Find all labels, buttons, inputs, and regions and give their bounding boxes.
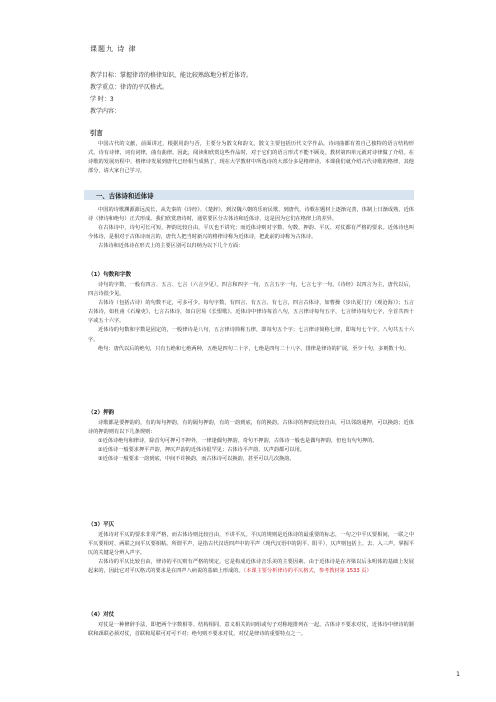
content-label: 教学内容： xyxy=(90,108,121,115)
parallelism-paragraph: 对仗是一种修辞手法，即把两个字数相等、结构相同、意义相关的词组或句子对称地排列在一起。古体诗不要求对仗，近体诗中律诗的颔联和颈联必须对仗，首联和尾联可对可不对；绝句则不要求对仗。对仗是律诗的重要特点之一。 xyxy=(88,622,414,638)
tone-reference-note: （本课主要分析律诗的平仄格式，参考教材第 1533 页） xyxy=(243,568,372,575)
teaching-goal: 教学目标：掌握律诗的格律知识，能比较熟练地分析近体诗。 xyxy=(90,72,253,79)
tone-paragraph: 近体诗对平仄的要求非常严格，而古体诗则比较自由，不讲平仄。平仄的规则是近体诗的最重要的标志，一句之中平仄要相间，一联之中平仄要相对，两联之间平仄要相粘。所谓平声，是指古代汉语四声中的平声（现代汉语中的阴平、阳平），仄声则包括上、去、入三声。掌握平仄的关键是分辨入声字。 古体诗的平仄比较自由，律诗的平仄则有严格的规定，它是构成近体诗音乐美的主要因素。由于近体诗是在齐梁以后永明体的基础上发展起来的，因此它对平仄格式的要求是在四声八病说的基础上形成的。（本课主要分析律诗的平仄格式，参考教材第 1533 页） xyxy=(88,532,414,575)
section1-paragraph: 中国的诗歌渊源源远流长，从先秦的《诗经》、《楚辞》，到汉魏六朝的乐府民歌，到唐代，诗歌在题材上逐渐完善，体制上日渐成熟，近体诗（律诗和绝句）正式形成。我们欣赏唐诗时，通常要区分古体诗和近体诗，这是因为它们在格律上的差异。 在古体诗中，诗句可长可短，押韵比较自由，平仄也不讲究；而近体诗则对字数、句数、押韵、平仄、对仗都有严格的要求。近体诗也叫今体诗，是相对于古体诗而言的，唐代人把当时新兴的格律诗称为近体诗，把此前的诗称为古体诗。 古体诗和近体诗在形式上的主要区别可以归纳为以下几个方面： xyxy=(88,207,414,250)
subheading-tone: （3）平仄 xyxy=(88,522,115,528)
line-count-paragraph: 诗句的字数，一般有四言、五言、七言（六言少见）。四言和四字一句，五言五字一句，七言七字一句。《诗经》以四言为主，唐代以后，四言诗很少见。 古体诗（包括古诗）的句数不定，可多可少。每句字数，有四言、有五言、有七言，四言古体诗，如曹操《步出夏门行（观沧海）》；五言古体诗，如杜甫《石壕吏》，七言古体诗，如白居易《长恨歌》。近体诗中律诗每首八句，五言律诗每句五字，七言律诗每句七字，全首共四十字或五十六字。 近体诗的句数和字数是固定的，一般律诗是八句，五言律诗简称五律，即每句五个字；七言律诗简称七律，即每句七个字，八句共五十六字。 绝句：唐代以后的绝句，只有五绝和七绝两种，五绝是四句二十字，七绝是四句二十八字。排律是律诗的扩展，至少十句，多则数十句。 xyxy=(88,282,414,352)
intro-paragraph: 中国古代的文献，前面讲过，根据用韵与否，主要分为散文和韵文。散文主要包括历代文学作品。诗词曲都有着自己独特的语言结构形式。诗有诗律，词有词律，曲有曲律。因此，阅读和欣赏这些作品时，对于它们的语言形式不能不顾及。教材第四单元就对诗律做了介绍。在诗歌的发展历程中，格律诗发展到唐代已经相当成熟了，现在大学教材中所选诗的大部分多是格律诗。本课我们就介绍古代诗歌的格律，其他部分，请大家自己学习。 xyxy=(88,141,414,175)
section1-heading: 一、古体诗和近体诗 xyxy=(96,192,154,200)
page-title: 课题九 诗 律 xyxy=(90,45,137,53)
intro-heading: 引言 xyxy=(90,129,103,137)
subheading-line-count: （1）句数和字数 xyxy=(88,272,132,278)
teaching-hours: 学 时：3 xyxy=(90,96,114,103)
subheading-parallelism: （4）对仗 xyxy=(88,612,115,618)
page-number: 1 xyxy=(456,671,460,678)
rhyme-paragraph: 诗歌都是要押韵的，有的每句押韵，有的隔句押韵，有的一韵到底，有的换韵。古体诗的押韵比较自由，可以邻韵通押，可以换韵；近体诗的押韵则有以下几条规则： ①近体诗绝句和律诗，除首句可押可不押外，一律逢偶句押韵，奇句不押韵，古体诗一般也是偶句押韵，但也有句句押的。 ②近体诗一般要求押平声韵，押仄声韵的近体诗很罕见；古体诗平声韵、仄声韵都可以用。 ③近体诗一般要求一韵到底，中间不许换韵，而古体诗可以换韵，甚至可以几次换韵。 xyxy=(88,420,414,463)
teaching-key: 教学重点：律诗的平仄格式。 xyxy=(90,84,169,91)
subheading-rhyme: （2）押韵 xyxy=(88,410,115,416)
